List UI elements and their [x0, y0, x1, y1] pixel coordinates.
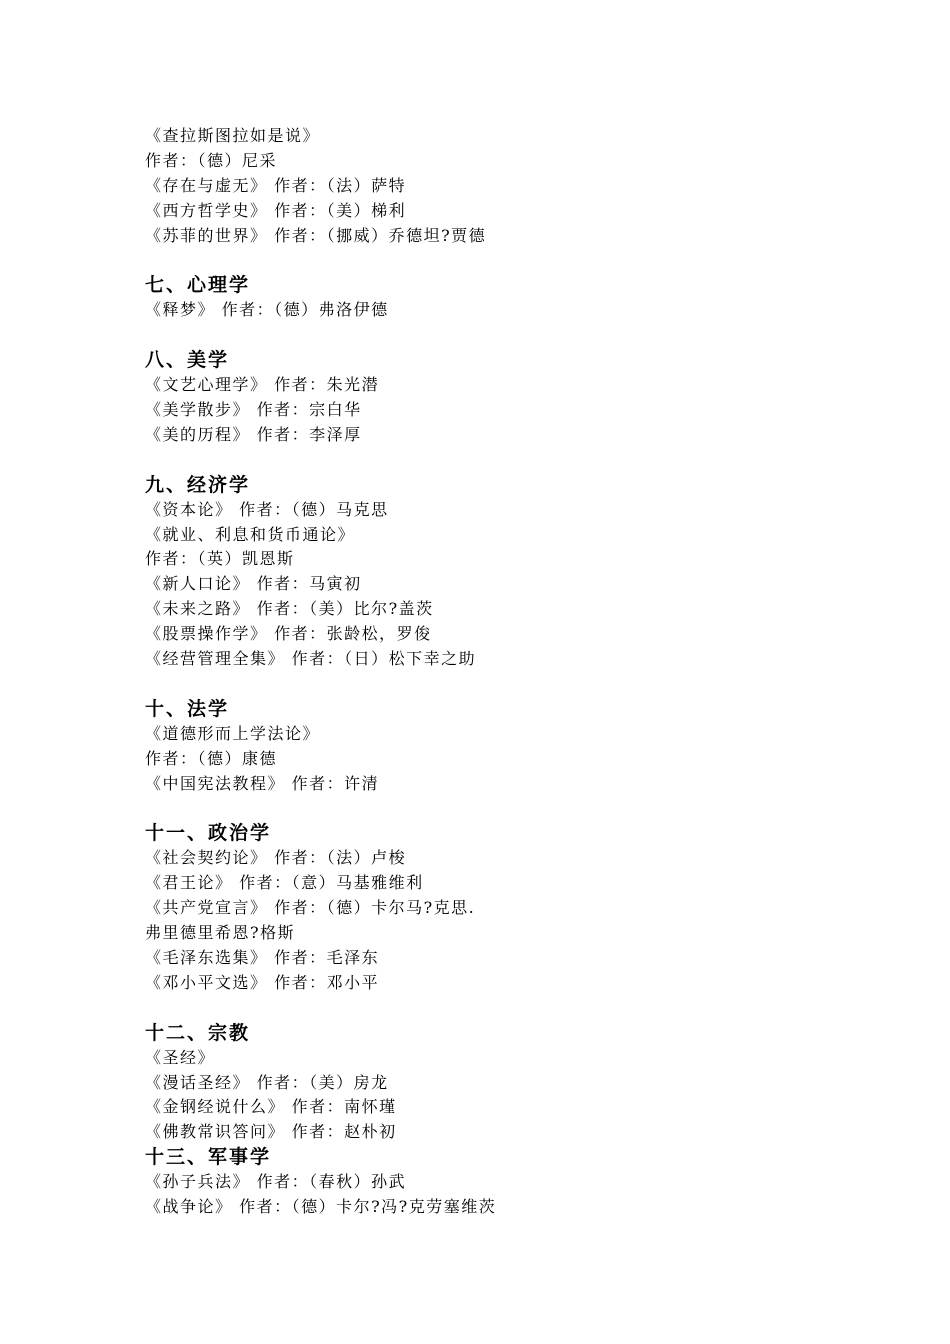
- book-entry-line: 《君王论》 作者：（意）马基雅维利: [145, 873, 424, 893]
- section-heading: 八、美学: [145, 349, 230, 372]
- section-spacer: [145, 248, 845, 273]
- book-entry-line: 弗里德里希恩?格斯: [145, 923, 296, 943]
- book-entry-line: 《中国宪法教程》 作者：许清: [145, 773, 380, 793]
- section-heading: 十三、军事学: [145, 1146, 272, 1169]
- section-spacer: [145, 996, 845, 1021]
- book-entry-line: 《释梦》 作者：（德）弗洛伊德: [145, 300, 389, 320]
- book-entry-line: 《新人口论》 作者：马寅初: [145, 574, 362, 594]
- book-entry-line: 《经营管理全集》 作者：（日）松下幸之助: [145, 649, 477, 669]
- book-entry-line: 作者：（英）凯恩斯: [145, 549, 295, 569]
- section-spacer: [145, 323, 845, 348]
- book-entry-line: 《战争论》 作者：（德）卡尔?冯?克劳塞维茨: [145, 1196, 497, 1216]
- book-entry-line: 《文艺心理学》 作者：朱光潜: [145, 375, 380, 395]
- section-spacer: [145, 672, 845, 697]
- book-entry-line: 《资本论》 作者：（德）马克思: [145, 499, 389, 519]
- book-entry-line: 《金钢经说什么》 作者：南怀瑾: [145, 1097, 397, 1117]
- section-heading: 九、经济学: [145, 473, 251, 496]
- book-entry-line: 《共产党宣言》 作者：（德）卡尔马?克思.: [145, 898, 476, 918]
- document-page: [145, 124, 845, 1220]
- section-spacer: [145, 796, 845, 821]
- book-entry-line: 《毛泽东选集》 作者：毛泽东: [145, 947, 380, 967]
- section-heading: 十二、宗教: [145, 1021, 251, 1044]
- book-entry-line: 《查拉斯图拉如是说》: [145, 126, 321, 145]
- section-heading: 七、心理学: [145, 274, 251, 297]
- book-entry-line: 《佛教常识答问》 作者：赵朴初: [145, 1122, 397, 1142]
- book-entry-line: 《苏菲的世界》 作者：（挪威）乔德坦?贾德: [145, 225, 487, 245]
- book-entry-line: 《美学散步》 作者：宗白华: [145, 400, 362, 420]
- book-entry-line: 《未来之路》 作者：（美）比尔?盖茨: [145, 599, 434, 619]
- book-entry-line: 《孙子兵法》 作者：（春秋）孙武: [145, 1172, 407, 1192]
- book-entry-line: 《圣经》: [145, 1047, 216, 1067]
- section-heading: 十一、政治学: [145, 822, 272, 845]
- book-entry-line: 作者：（德）尼采: [145, 150, 278, 170]
- book-entry-line: 《就业、利息和货币通论》: [145, 524, 356, 544]
- book-entry-line: 作者：（德）康德: [145, 748, 278, 768]
- section-spacer: [145, 448, 845, 473]
- book-entry-line: 《漫话圣经》 作者：（美）房龙: [145, 1072, 389, 1092]
- book-entry-line: 《邓小平文选》 作者：邓小平: [145, 972, 380, 992]
- book-entry-line: 《西方哲学史》 作者：（美）梯利: [145, 200, 407, 220]
- section-heading: 十、法学: [145, 697, 230, 720]
- book-entry-line: 《美的历程》 作者：李泽厚: [145, 424, 362, 444]
- book-entry-line: 《道德形而上学法论》: [145, 723, 321, 743]
- book-entry-line: 《社会契约论》 作者：（法）卢梭: [145, 848, 407, 868]
- book-entry-line: 《股票操作学》 作者：张龄松，罗俊: [145, 624, 432, 644]
- book-entry-line: 《存在与虚无》 作者：（法）萨特: [145, 175, 407, 195]
